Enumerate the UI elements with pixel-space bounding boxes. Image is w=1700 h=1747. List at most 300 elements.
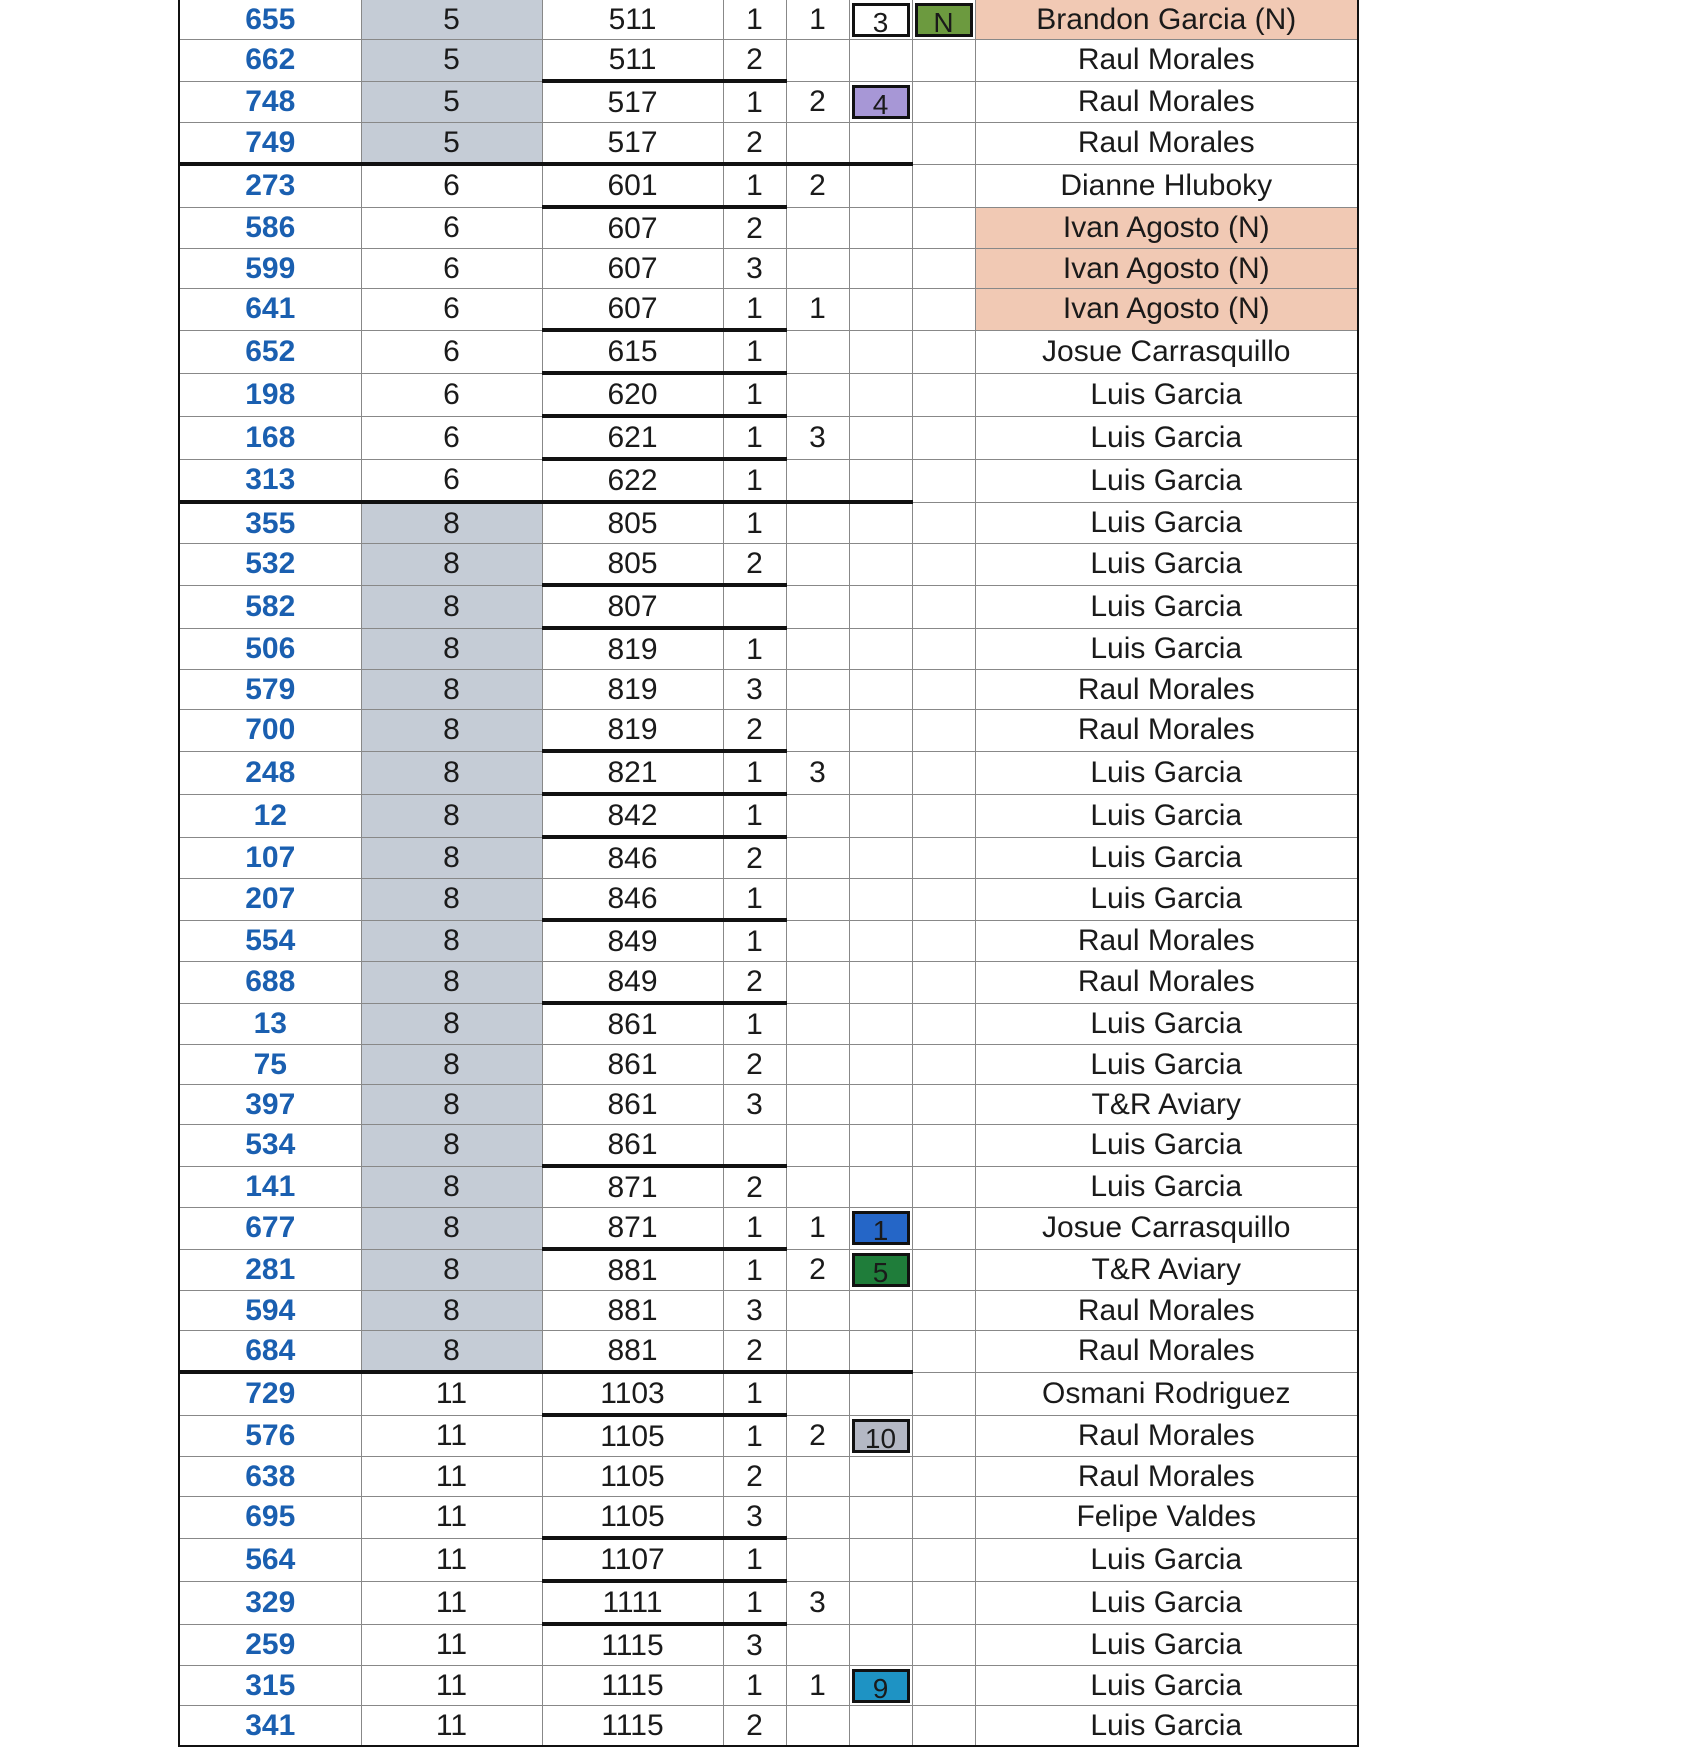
- badge-cell: [849, 123, 912, 165]
- id-cell: 313: [179, 459, 361, 502]
- seq-cell: 1: [723, 502, 786, 544]
- badge-cell: [849, 1331, 912, 1373]
- id-cell: 397: [179, 1085, 361, 1125]
- id-cell: 599: [179, 249, 361, 289]
- id-cell: 273: [179, 164, 361, 207]
- group-cell: 8: [361, 837, 542, 879]
- rank-cell: 2: [786, 81, 849, 123]
- badge-cell: [849, 1125, 912, 1167]
- owner-name-cell: Luis Garcia: [975, 1125, 1358, 1167]
- seq-cell: 2: [723, 1045, 786, 1085]
- table-row: [179, 1415, 1358, 1457]
- badge-cell: [849, 1538, 912, 1581]
- number-cell: 1105: [542, 1497, 723, 1539]
- flag-cell: [912, 1457, 975, 1497]
- flag-cell: [912, 670, 975, 710]
- seq-cell: 1: [723, 81, 786, 123]
- group-cell: 8: [361, 1125, 542, 1167]
- rank-cell: [786, 373, 849, 416]
- flag-cell: [912, 40, 975, 82]
- badge-cell: [849, 373, 912, 416]
- flag-cell: [912, 1045, 975, 1085]
- badge-cell: [849, 628, 912, 670]
- rank-cell: [786, 40, 849, 82]
- rank-cell: [786, 794, 849, 837]
- badge-cell: [849, 207, 912, 249]
- seq-cell: 1: [723, 751, 786, 794]
- flag-cell: [912, 164, 975, 207]
- badge-cell: [849, 1249, 912, 1291]
- badge-cell: [849, 1166, 912, 1208]
- owner-name-cell: Ivan Agosto (N): [975, 249, 1358, 289]
- number-cell: 846: [542, 837, 723, 879]
- number-cell: 846: [542, 879, 723, 921]
- seq-cell: 2: [723, 123, 786, 165]
- number-cell: 622: [542, 459, 723, 502]
- owner-name-cell: Brandon Garcia (N): [975, 0, 1358, 40]
- flag-cell: [912, 1372, 975, 1415]
- owner-name-cell: Luis Garcia: [975, 416, 1358, 459]
- flag-cell: [912, 1331, 975, 1373]
- rank-cell: [786, 502, 849, 544]
- number-cell: 1115: [542, 1624, 723, 1666]
- flag-cell: [912, 1666, 975, 1706]
- seq-cell: 1: [723, 0, 786, 40]
- seq-cell: 1: [723, 1249, 786, 1291]
- seq-cell: 1: [723, 1581, 786, 1624]
- rank-cell: [786, 459, 849, 502]
- flag-cell: [912, 416, 975, 459]
- group-cell: 5: [361, 81, 542, 123]
- group-cell: 6: [361, 459, 542, 502]
- owner-name-cell: Luis Garcia: [975, 1666, 1358, 1706]
- group-cell: 8: [361, 1208, 542, 1250]
- table-row: [179, 1666, 1358, 1706]
- id-cell: 248: [179, 751, 361, 794]
- number-cell: 1103: [542, 1372, 723, 1415]
- flag-cell: [912, 962, 975, 1004]
- flag-cell: [912, 1249, 975, 1291]
- rank-cell: [786, 1125, 849, 1167]
- table-row: [179, 962, 1358, 1004]
- group-cell: 8: [361, 710, 542, 752]
- id-cell: 506: [179, 628, 361, 670]
- owner-name-cell: Luis Garcia: [975, 1003, 1358, 1045]
- badge-cell: [849, 751, 912, 794]
- number-cell: 861: [542, 1125, 723, 1167]
- badge-cell: [849, 164, 912, 207]
- flag-cell: [912, 1208, 975, 1250]
- table-row: [179, 1581, 1358, 1624]
- id-cell: 655: [179, 0, 361, 40]
- seq-cell: 1: [723, 794, 786, 837]
- seq-cell: 1: [723, 330, 786, 373]
- badge-cell: [849, 1666, 912, 1706]
- owner-name-cell: Luis Garcia: [975, 1045, 1358, 1085]
- owner-name-cell: Raul Morales: [975, 1415, 1358, 1457]
- id-cell: 141: [179, 1166, 361, 1208]
- owner-name-cell: Raul Morales: [975, 40, 1358, 82]
- group-cell: 8: [361, 1249, 542, 1291]
- id-cell: 594: [179, 1291, 361, 1331]
- number-cell: 620: [542, 373, 723, 416]
- rank-cell: [786, 1497, 849, 1539]
- rank-cell: 1: [786, 1666, 849, 1706]
- table-row: [179, 751, 1358, 794]
- table-row: [179, 1624, 1358, 1666]
- group-cell: 8: [361, 585, 542, 628]
- number-cell: 517: [542, 123, 723, 165]
- table-row: [179, 1003, 1358, 1045]
- badge-cell: [849, 962, 912, 1004]
- badge-cell: [849, 670, 912, 710]
- owner-name-cell: Luis Garcia: [975, 1538, 1358, 1581]
- owner-name-cell: Luis Garcia: [975, 879, 1358, 921]
- group-cell: 8: [361, 1085, 542, 1125]
- group-cell: 8: [361, 1331, 542, 1373]
- rank-cell: [786, 1003, 849, 1045]
- flag-cell: [912, 459, 975, 502]
- rank-cell: [786, 1085, 849, 1125]
- seq-cell: 2: [723, 1457, 786, 1497]
- group-cell: 8: [361, 879, 542, 921]
- rank-cell: [786, 920, 849, 962]
- badge-cell: [849, 1706, 912, 1747]
- badge-cell: [849, 1457, 912, 1497]
- table-row: [179, 628, 1358, 670]
- seq-cell: 2: [723, 207, 786, 249]
- group-cell: 6: [361, 289, 542, 331]
- table-row: [179, 1085, 1358, 1125]
- id-cell: 315: [179, 1666, 361, 1706]
- seq-cell: [723, 1125, 786, 1167]
- flag-cell: [912, 249, 975, 289]
- flag-cell: [912, 920, 975, 962]
- group-cell: 8: [361, 1291, 542, 1331]
- number-cell: 1111: [542, 1581, 723, 1624]
- flag-badge: N: [915, 3, 973, 37]
- seq-cell: 1: [723, 1208, 786, 1250]
- table-body: [179, 0, 1358, 1746]
- group-cell: 6: [361, 416, 542, 459]
- id-cell: 684: [179, 1331, 361, 1373]
- table-row: [179, 1331, 1358, 1373]
- group-cell: 6: [361, 249, 542, 289]
- id-cell: 638: [179, 1457, 361, 1497]
- group-cell: 5: [361, 40, 542, 82]
- id-cell: 586: [179, 207, 361, 249]
- badge-cell: [849, 249, 912, 289]
- seq-cell: 2: [723, 1706, 786, 1747]
- number-cell: 1107: [542, 1538, 723, 1581]
- number-cell: 819: [542, 670, 723, 710]
- number-cell: 881: [542, 1249, 723, 1291]
- table-row: [179, 459, 1358, 502]
- badge-cell: [849, 585, 912, 628]
- owner-name-cell: Dianne Hluboky: [975, 164, 1358, 207]
- group-cell: 8: [361, 920, 542, 962]
- seq-cell: 2: [723, 544, 786, 586]
- owner-name-cell: Luis Garcia: [975, 373, 1358, 416]
- table-row: [179, 1249, 1358, 1291]
- flag-cell: [912, 628, 975, 670]
- flag-cell: [912, 1706, 975, 1747]
- owner-name-cell: Ivan Agosto (N): [975, 289, 1358, 331]
- table-row: [179, 502, 1358, 544]
- group-cell: 11: [361, 1372, 542, 1415]
- group-cell: 11: [361, 1666, 542, 1706]
- seq-cell: 1: [723, 459, 786, 502]
- rank-cell: [786, 585, 849, 628]
- group-cell: 6: [361, 164, 542, 207]
- rank-cell: [786, 1457, 849, 1497]
- flag-cell: [912, 207, 975, 249]
- flag-cell: [912, 1125, 975, 1167]
- owner-name-cell: Raul Morales: [975, 123, 1358, 165]
- group-cell: 11: [361, 1497, 542, 1539]
- seq-cell: 3: [723, 249, 786, 289]
- flag-cell: [912, 794, 975, 837]
- rank-badge: 1: [852, 1211, 910, 1245]
- owner-name-cell: Luis Garcia: [975, 794, 1358, 837]
- table-row: [179, 1372, 1358, 1415]
- number-cell: 849: [542, 920, 723, 962]
- badge-cell: [849, 0, 912, 40]
- group-cell: 8: [361, 544, 542, 586]
- number-cell: 1105: [542, 1415, 723, 1457]
- seq-cell: 2: [723, 40, 786, 82]
- flag-cell: [912, 1497, 975, 1539]
- number-cell: 881: [542, 1331, 723, 1373]
- table-row: [179, 920, 1358, 962]
- table-row: [179, 1457, 1358, 1497]
- seq-cell: 3: [723, 1085, 786, 1125]
- rank-cell: [786, 249, 849, 289]
- id-cell: 700: [179, 710, 361, 752]
- results-table: [178, 0, 1359, 1747]
- id-cell: 749: [179, 123, 361, 165]
- owner-name-cell: Raul Morales: [975, 1331, 1358, 1373]
- table-row: [179, 0, 1358, 40]
- rank-cell: 3: [786, 1581, 849, 1624]
- id-cell: 695: [179, 1497, 361, 1539]
- flag-cell: [912, 1538, 975, 1581]
- table-row: [179, 1291, 1358, 1331]
- id-cell: 12: [179, 794, 361, 837]
- group-cell: 8: [361, 1166, 542, 1208]
- number-cell: 821: [542, 751, 723, 794]
- number-cell: 871: [542, 1166, 723, 1208]
- owner-name-cell: Luis Garcia: [975, 1581, 1358, 1624]
- table-row: [179, 40, 1358, 82]
- number-cell: 607: [542, 207, 723, 249]
- table-row: [179, 1166, 1358, 1208]
- owner-name-cell: Raul Morales: [975, 81, 1358, 123]
- badge-cell: [849, 879, 912, 921]
- badge-cell: [849, 40, 912, 82]
- flag-cell: [912, 330, 975, 373]
- owner-name-cell: Luis Garcia: [975, 837, 1358, 879]
- number-cell: 881: [542, 1291, 723, 1331]
- group-cell: 11: [361, 1624, 542, 1666]
- table-row: [179, 1538, 1358, 1581]
- number-cell: 849: [542, 962, 723, 1004]
- seq-cell: 1: [723, 628, 786, 670]
- id-cell: 198: [179, 373, 361, 416]
- owner-name-cell: Luis Garcia: [975, 585, 1358, 628]
- id-cell: 534: [179, 1125, 361, 1167]
- flag-cell: [912, 544, 975, 586]
- owner-name-cell: Luis Garcia: [975, 628, 1358, 670]
- table-row: [179, 670, 1358, 710]
- group-cell: 6: [361, 207, 542, 249]
- number-cell: 517: [542, 81, 723, 123]
- owner-name-cell: Felipe Valdes: [975, 1497, 1358, 1539]
- number-cell: 601: [542, 164, 723, 207]
- table-row: [179, 837, 1358, 879]
- badge-cell: [849, 1624, 912, 1666]
- badge-cell: [849, 710, 912, 752]
- group-cell: 8: [361, 502, 542, 544]
- id-cell: 582: [179, 585, 361, 628]
- number-cell: 1115: [542, 1706, 723, 1747]
- group-cell: 11: [361, 1706, 542, 1747]
- group-cell: 11: [361, 1538, 542, 1581]
- group-cell: 8: [361, 670, 542, 710]
- rank-cell: [786, 1331, 849, 1373]
- table-row: [179, 544, 1358, 586]
- id-cell: 207: [179, 879, 361, 921]
- owner-name-cell: Luis Garcia: [975, 751, 1358, 794]
- id-cell: 564: [179, 1538, 361, 1581]
- owner-name-cell: Luis Garcia: [975, 1166, 1358, 1208]
- seq-cell: 1: [723, 416, 786, 459]
- table-row: [179, 794, 1358, 837]
- group-cell: 5: [361, 0, 542, 40]
- badge-cell: [849, 837, 912, 879]
- badge-cell: [849, 1003, 912, 1045]
- id-cell: 168: [179, 416, 361, 459]
- flag-cell: [912, 1085, 975, 1125]
- owner-name-cell: Ivan Agosto (N): [975, 207, 1358, 249]
- seq-cell: 3: [723, 670, 786, 710]
- owner-name-cell: Luis Garcia: [975, 1624, 1358, 1666]
- table-row: [179, 1706, 1358, 1747]
- badge-cell: [849, 794, 912, 837]
- seq-cell: 1: [723, 920, 786, 962]
- flag-cell: [912, 289, 975, 331]
- seq-cell: 2: [723, 1166, 786, 1208]
- seq-cell: 1: [723, 1415, 786, 1457]
- badge-cell: [849, 459, 912, 502]
- number-cell: 1105: [542, 1457, 723, 1497]
- table-row: [179, 123, 1358, 165]
- seq-cell: 1: [723, 289, 786, 331]
- seq-cell: 2: [723, 962, 786, 1004]
- table-row: [179, 373, 1358, 416]
- owner-name-cell: Raul Morales: [975, 670, 1358, 710]
- rank-cell: 1: [786, 0, 849, 40]
- owner-name-cell: Raul Morales: [975, 1291, 1358, 1331]
- badge-cell: [849, 544, 912, 586]
- badge-cell: [849, 502, 912, 544]
- seq-cell: 3: [723, 1497, 786, 1539]
- rank-cell: 3: [786, 751, 849, 794]
- flag-cell: [912, 879, 975, 921]
- flag-cell: [912, 1581, 975, 1624]
- id-cell: 729: [179, 1372, 361, 1415]
- group-cell: 11: [361, 1457, 542, 1497]
- rank-cell: 3: [786, 416, 849, 459]
- rank-cell: [786, 628, 849, 670]
- badge-cell: [849, 81, 912, 123]
- id-cell: 748: [179, 81, 361, 123]
- rank-cell: [786, 330, 849, 373]
- id-cell: 554: [179, 920, 361, 962]
- id-cell: 652: [179, 330, 361, 373]
- badge-cell: [849, 289, 912, 331]
- rank-cell: [786, 1706, 849, 1747]
- flag-cell: [912, 1291, 975, 1331]
- table-row: [179, 164, 1358, 207]
- seq-cell: 1: [723, 1666, 786, 1706]
- table-row: [179, 1125, 1358, 1167]
- id-cell: 532: [179, 544, 361, 586]
- group-cell: 8: [361, 1003, 542, 1045]
- badge-cell: [849, 330, 912, 373]
- table-row: [179, 1497, 1358, 1539]
- badge-cell: [849, 416, 912, 459]
- seq-cell: [723, 585, 786, 628]
- rank-cell: [786, 1045, 849, 1085]
- group-cell: 11: [361, 1415, 542, 1457]
- number-cell: 871: [542, 1208, 723, 1250]
- id-cell: 641: [179, 289, 361, 331]
- group-cell: 11: [361, 1581, 542, 1624]
- flag-cell: [912, 0, 975, 40]
- number-cell: 805: [542, 544, 723, 586]
- rank-cell: [786, 207, 849, 249]
- id-cell: 329: [179, 1581, 361, 1624]
- seq-cell: 2: [723, 1331, 786, 1373]
- rank-badge: 5: [852, 1253, 910, 1287]
- id-cell: 13: [179, 1003, 361, 1045]
- number-cell: 861: [542, 1003, 723, 1045]
- id-cell: 281: [179, 1249, 361, 1291]
- flag-cell: [912, 837, 975, 879]
- table-row: [179, 1045, 1358, 1085]
- owner-name-cell: Josue Carrasquillo: [975, 330, 1358, 373]
- number-cell: 1115: [542, 1666, 723, 1706]
- flag-cell: [912, 710, 975, 752]
- rank-badge: 10: [852, 1419, 910, 1453]
- flag-cell: [912, 1415, 975, 1457]
- id-cell: 107: [179, 837, 361, 879]
- flag-cell: [912, 81, 975, 123]
- rank-cell: [786, 962, 849, 1004]
- rank-cell: 2: [786, 1415, 849, 1457]
- badge-cell: [849, 1045, 912, 1085]
- badge-cell: [849, 1085, 912, 1125]
- owner-name-cell: Luis Garcia: [975, 459, 1358, 502]
- number-cell: 511: [542, 0, 723, 40]
- table-row: [179, 330, 1358, 373]
- table-row: [179, 1208, 1358, 1250]
- id-cell: 75: [179, 1045, 361, 1085]
- number-cell: 805: [542, 502, 723, 544]
- owner-name-cell: Luis Garcia: [975, 502, 1358, 544]
- id-cell: 662: [179, 40, 361, 82]
